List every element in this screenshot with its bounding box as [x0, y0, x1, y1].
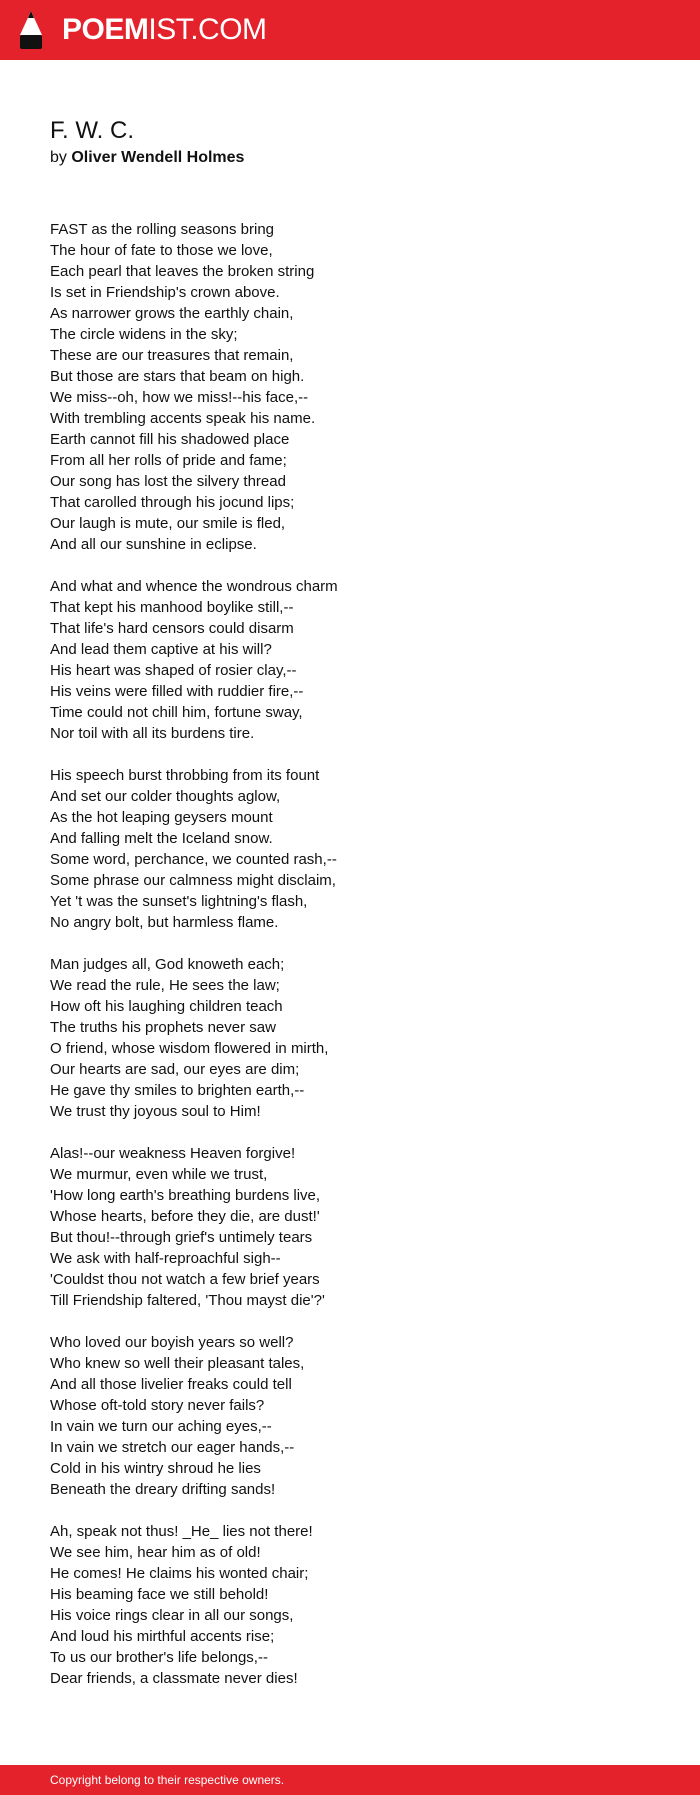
poem-stanza — [50, 1521, 338, 1689]
poem-line: We miss--oh, how we miss!--his face,-- — [50, 389, 309, 406]
pencil-tip-icon — [18, 9, 44, 51]
poem-line: Is set in Friendship's crown above. — [50, 284, 280, 301]
poem-line: That carolled through his jocund lips; — [50, 494, 295, 511]
poem-line: Yet 't was the sunset's lightning's flash, — [50, 893, 308, 910]
poem-line: Man judges all, God knoweth each; — [50, 956, 285, 973]
poem-line: Till Friendship faltered, 'Thou mayst die'?' — [50, 1292, 325, 1309]
poem-line: Some phrase our calmness might disclaim, — [50, 872, 336, 889]
poem-line: As narrower grows the earthly chain, — [50, 305, 294, 322]
poem-line: But thou!--through grief's untimely tears — [50, 1229, 313, 1246]
poem-line: Ah, speak not thus! _He_ lies not there! — [50, 1523, 313, 1540]
poem-line: How oft his laughing children teach — [50, 998, 283, 1015]
poem-line: No angry bolt, but harmless flame. — [50, 914, 279, 931]
poem-stanza — [50, 1143, 338, 1311]
poem-line: FAST as the rolling seasons bring — [50, 221, 275, 238]
poem-line: His veins were filled with ruddier fire,-- — [50, 683, 304, 700]
poem-line: Alas!--our weakness Heaven forgive! — [50, 1145, 296, 1162]
poem-line: O friend, whose wisdom flowered in mirth, — [50, 1040, 329, 1057]
site-footer — [0, 1765, 700, 1795]
poem-stanza — [50, 576, 338, 744]
poem-line: And loud his mirthful accents rise; — [50, 1628, 275, 1645]
poem-line: But those are stars that beam on high. — [50, 368, 305, 385]
copyright-text: Copyright belong to their respective owners. — [50, 1773, 285, 1787]
poem-stanza — [50, 765, 338, 933]
poem-stanza — [50, 219, 338, 555]
poem-line: He gave thy smiles to brighten earth,-- — [50, 1082, 305, 1099]
poem-line: The truths his prophets never saw — [50, 1019, 276, 1036]
poem-line: And set our colder thoughts aglow, — [50, 788, 281, 805]
site-logo-text — [62, 15, 267, 45]
poem-line: We ask with half-reproachful sigh-- — [50, 1250, 281, 1267]
author-name: Oliver Wendell Holmes — [71, 149, 245, 166]
poem-body — [50, 219, 338, 1710]
poem-line: Who loved our boyish years so well? — [50, 1334, 294, 1351]
site-header — [0, 0, 700, 60]
poem-line: With trembling accents speak his name. — [50, 410, 316, 427]
logo-light-text: IST.COM — [148, 13, 267, 46]
poem-line: Our hearts are sad, our eyes are dim; — [50, 1061, 300, 1078]
poem-line: The hour of fate to those we love, — [50, 242, 273, 259]
by-label: by — [50, 149, 67, 166]
poem-line: The circle widens in the sky; — [50, 326, 238, 343]
poem-line: Whose hearts, before they die, are dust!' — [50, 1208, 320, 1225]
poem-line: His voice rings clear in all our songs, — [50, 1607, 294, 1624]
poem-line: Each pearl that leaves the broken string — [50, 263, 315, 280]
poem-line: Who knew so well their pleasant tales, — [50, 1355, 305, 1372]
poem-stanza — [50, 954, 338, 1122]
poem-line: That life's hard censors could disarm — [50, 620, 294, 637]
poem-stanza — [50, 1332, 338, 1500]
poem-line: We murmur, even while we trust, — [50, 1166, 268, 1183]
poem-line: We see him, hear him as of old! — [50, 1544, 261, 1561]
logo-bold-text: POEM — [62, 13, 149, 46]
site-logo-link[interactable] — [18, 9, 267, 51]
poem-line: We read the rule, He sees the law; — [50, 977, 280, 994]
poem-line: Dear friends, a classmate never dies! — [50, 1670, 298, 1687]
poem-line: To us our brother's life belongs,-- — [50, 1649, 268, 1666]
poem-line: Cold in his wintry shroud he lies — [50, 1460, 261, 1477]
poem-line: 'Couldst thou not watch a few brief years — [50, 1271, 320, 1288]
poem-line: And lead them captive at his will? — [50, 641, 272, 658]
poem-line: That kept his manhood boylike still,-- — [50, 599, 294, 616]
poem-line: Our song has lost the silvery thread — [50, 473, 286, 490]
poem-line: Some word, perchance, we counted rash,-- — [50, 851, 337, 868]
poem-line: As the hot leaping geysers mount — [50, 809, 273, 826]
poem-line: And all our sunshine in eclipse. — [50, 536, 257, 553]
poem-line: Whose oft-told story never fails? — [50, 1397, 265, 1414]
poem-line: Beneath the dreary drifting sands! — [50, 1481, 276, 1498]
poem-line: Our laugh is mute, our smile is fled, — [50, 515, 286, 532]
poem-line: And falling melt the Iceland snow. — [50, 830, 273, 847]
poem-line: His heart was shaped of rosier clay,-- — [50, 662, 297, 679]
poem-line: These are our treasures that remain, — [50, 347, 294, 364]
poem-line: In vain we stretch our eager hands,-- — [50, 1439, 295, 1456]
poem-line: From all her rolls of pride and fame; — [50, 452, 287, 469]
poem-line: Earth cannot fill his shadowed place — [50, 431, 290, 448]
poem-title: F. W. C. — [50, 117, 134, 144]
poem-line: He comes! He claims his wonted chair; — [50, 1565, 309, 1582]
poem-byline — [50, 148, 244, 168]
poem-line: 'How long earth's breathing burdens live, — [50, 1187, 321, 1204]
poem-line: His speech burst throbbing from its fount — [50, 767, 320, 784]
poem-line: We trust thy joyous soul to Him! — [50, 1103, 261, 1120]
poem-line: Nor toil with all its burdens tire. — [50, 725, 255, 742]
poem-line: And all those livelier freaks could tell — [50, 1376, 292, 1393]
poem-line: And what and whence the wondrous charm — [50, 578, 338, 595]
poem-line: Time could not chill him, fortune sway, — [50, 704, 303, 721]
poem-line: In vain we turn our aching eyes,-- — [50, 1418, 272, 1435]
poem-line: His beaming face we still behold! — [50, 1586, 269, 1603]
